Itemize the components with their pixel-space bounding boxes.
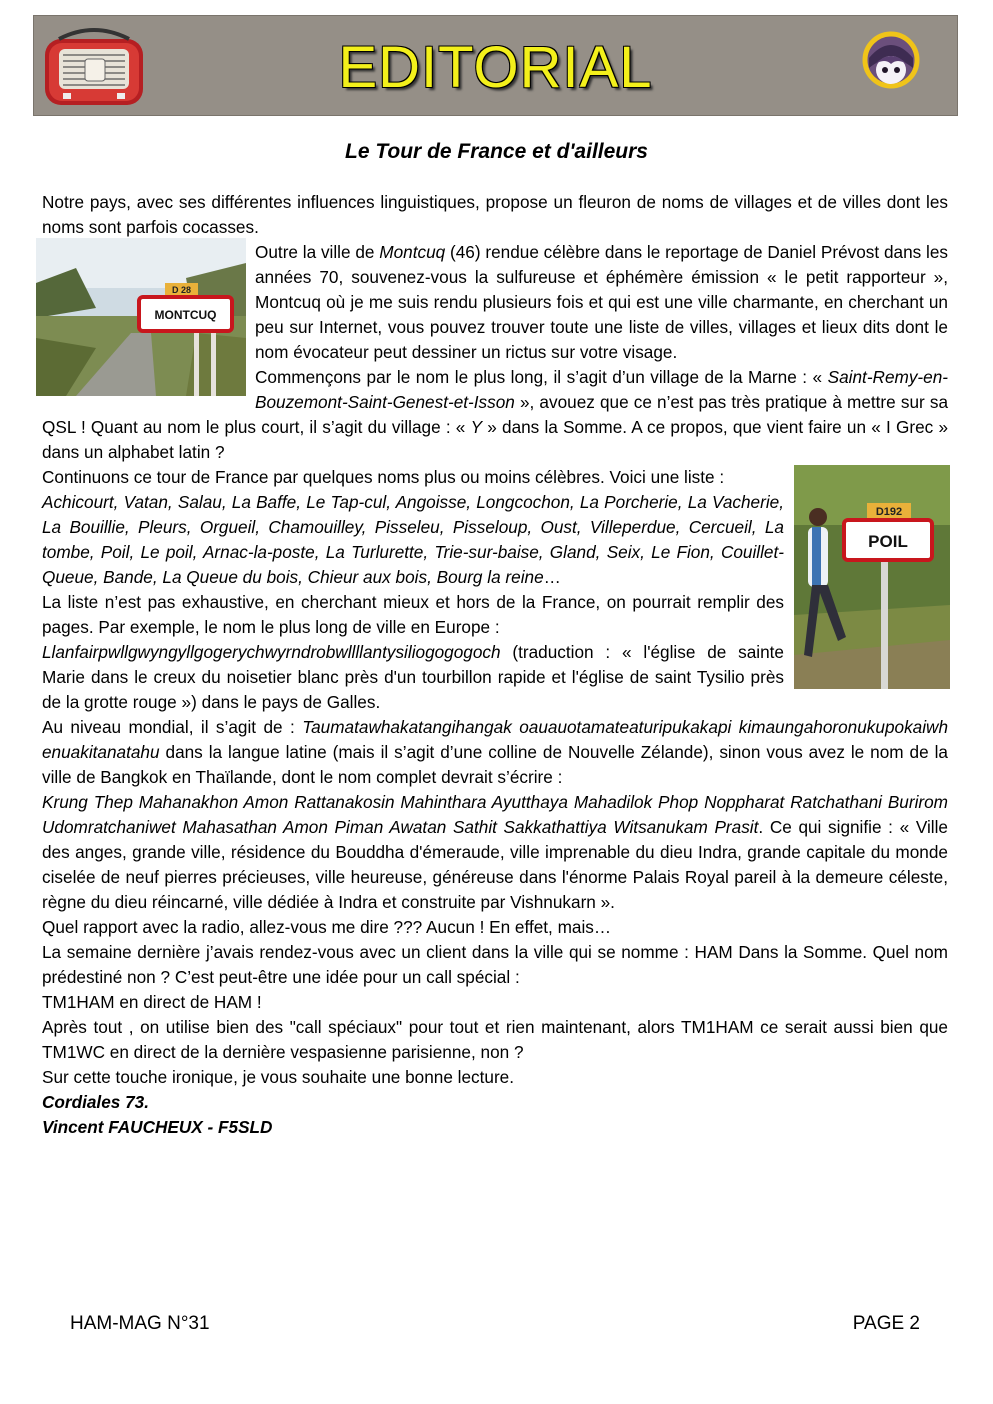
paragraph-callsign: TM1HAM en direct de HAM ! [42, 992, 262, 1012]
poil-sign-name: POIL [868, 532, 908, 551]
paragraph-special-calls: Après tout , on utilise bien des "call spéciaux" pour tout et rien maintenant, alors TM1HAM ce serait aussi bien que TM1WC en direct de la dernière vespasienne parisienne, non ? [42, 1017, 948, 1062]
paragraph-intro: Notre pays, avec ses différentes influences linguistiques, propose un fleuron de noms de villages et de villes dont les noms sont parfois cocasses. [42, 192, 948, 237]
montcuq-route-number: D 28 [171, 285, 192, 295]
paragraph-world: Au niveau mondial, il s’agit de : Taumatawhakatangihangak oauauotamateaturipukakapi kimaungahoronukupokaiwh enuakitanatahu dans la langue latine (mais il s’agit d’une colline de Nouvelle Zélande), sinon vous avez le nom de la ville de Bangkok en Thaïlande, dont le nom complet devrait s’écrire : [42, 717, 949, 787]
poil-sign-photo [794, 465, 950, 689]
paragraph-europe: La liste n’est pas exhaustive, en cherchant mieux et hors de la France, on pourrait remplir des pages. Par exemple, le nom le plus long de ville en Europe : [42, 592, 784, 637]
paragraph-list-intro: Continuons ce tour de France par quelques noms plus ou moins célèbres. Voici une liste : [42, 467, 725, 487]
paragraph-village-list: Achicourt, Vatan, Salau, La Baffe, Le Tap-cul, Angoisse, Longcochon, La Porcherie, La Vacherie, La Bouillie, Pleurs, Orgueil, Chamouilley, Pisseleu, Pisseloup, Oust, Villeperdue, Cercueil, La tombe, Poil, Le poil, Arnac-la-poste, La Turlurette, Trie-sur-baise, Gland, Seix, Le Fion, Couillet-Queue, Bande, La Queue du bois, Chieur aux bois, Bourg la reine… [42, 492, 784, 587]
montcuq-sign-photo [36, 238, 246, 396]
article-body [42, 190, 948, 1140]
poil-route-number: D192 [875, 506, 903, 518]
paragraph-longest-name: Commençons par le nom le plus long, il s’agit d’un village de la Marne : « Saint-Remy-en-Bouzemont-Saint-Genest-et-Isson », avouez que ce n’est pas très pratique à mettre sur sa QSL ! Quant au nom le plus court, il s’agit du village : « Y » dans la Somme. A ce propos, que vient faire un « I Grec » dans un alphabet latin ? [42, 367, 949, 462]
paragraph-radio: Quel rapport avec la radio, allez-vous me dire ??? Aucun ! En effet, mais… [42, 917, 612, 937]
paragraph-ham: La semaine dernière j’avais rendez-vous avec un client dans la ville qui se nomme : HAM Dans la Somme. Quel nom prédestiné non ? C’est peut-être une idée pour un call spécial : [42, 942, 948, 987]
article-title: Le Tour de France et d'ailleurs [345, 140, 648, 163]
closing: Cordiales 73. [42, 1092, 149, 1112]
paragraph-wishes: Sur cette touche ironique, je vous souhaite une bonne lecture. [42, 1067, 515, 1087]
paragraph-wales: Llanfairpwllgwyngyllgogerychwyrndrobwllllantysiliogogogoch (traduction : « l'église de sainte Marie dans le creux du noisetier blanc près d'un tourbillon rapide et l'église de saint Tysilio près de la grotte rouge ») dans le pays de Galles. [42, 642, 784, 712]
page-title: EDITORIAL [338, 35, 653, 100]
footer-magazine-issue: HAM-MAG N°31 [70, 1313, 210, 1334]
paragraph-bangkok: Krung Thep Mahanakhon Amon Rattanakosin Mahinthara Ayutthaya Mahadilok Phop Noppharat Ratchathani Burirom Udomratchaniwet Mahasathan Amon Piman Awatan Sathit Sakkathattiya Witsanukam Prasit. Ce qui signifie : « Ville des anges, grande ville, résidence du Bouddha d'émeraude, ville imprenable du dieu Indra, grande capitale du monde ciselée de neuf pierres précieuses, ville heureuse, généreuse dans l'énorme Palais Royal pareil à la demeure céleste, règne du dieu réincarné, ville dédiée à Indra et construite par Vishnukarn ». [42, 792, 948, 912]
paragraph-montcuq: Outre la ville de Montcuq (46) rendue célèbre dans le reportage de Daniel Prévost dans les années 70, souvenez-vous la sulfureuse et éphémère émission « le petit rapporteur », Montcuq où je me suis rendu plusieurs fois et qui est une ville charmante, en cherchant un peu sur Internet, vous pouvez trouver toute une liste de villes, villages et lieux dits dont le nom évocateur peut dessiner un rictus sur votre visage. [255, 242, 948, 362]
footer-page-number: PAGE 2 [852, 1313, 920, 1334]
author-signature: Vincent FAUCHEUX - F5SLD [42, 1117, 273, 1137]
header-banner [33, 15, 958, 116]
cartoon-avatar-image [857, 28, 925, 94]
montcuq-sign-name: MONTCUQ [154, 308, 217, 322]
